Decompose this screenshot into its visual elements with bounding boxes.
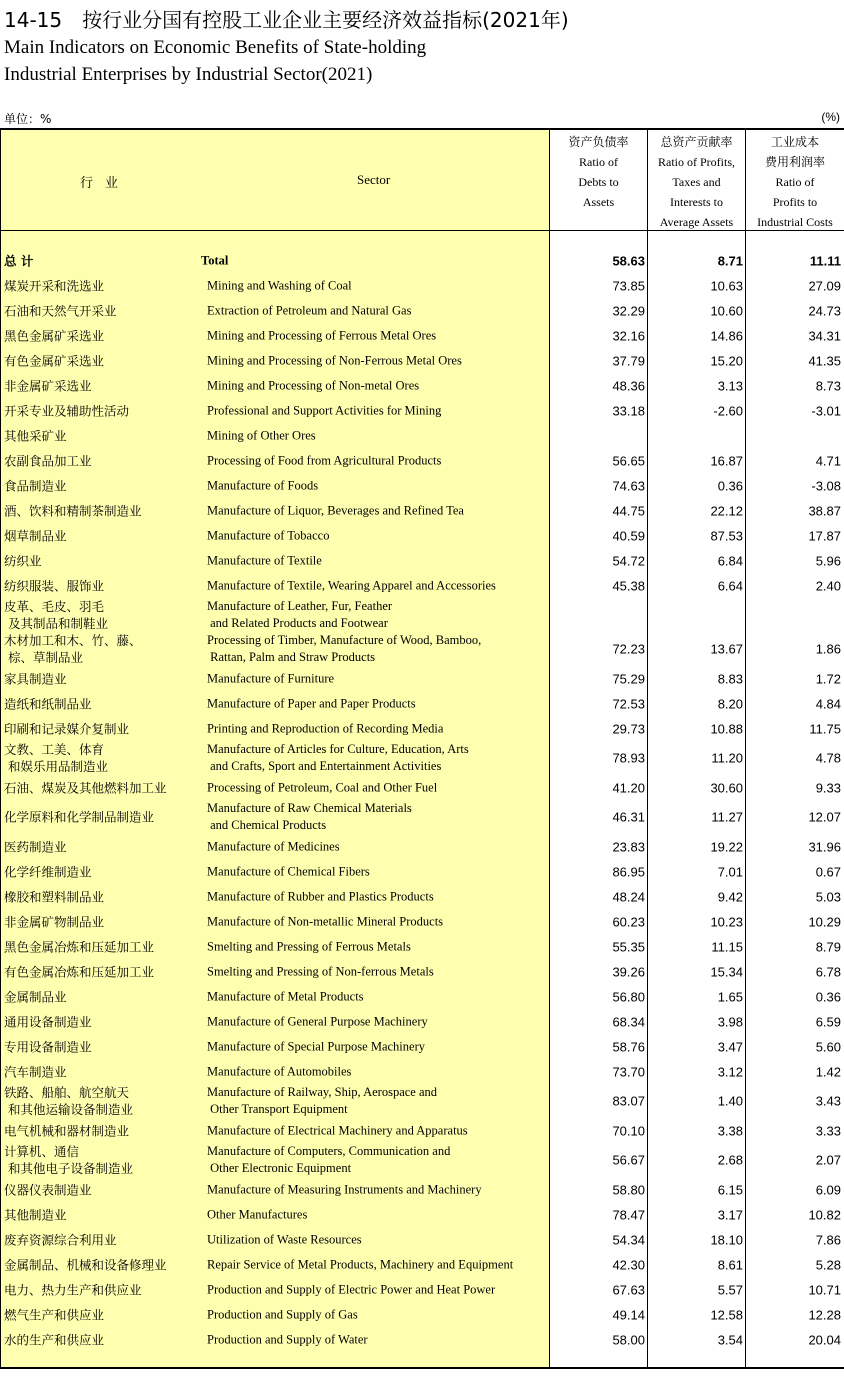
cost-profit-ratio-value: 6.78 (815, 964, 841, 979)
assets-contribution-value: 1.40 (717, 1093, 743, 1109)
sector-name-cn: 燃气生产和供应业 (4, 1307, 105, 1322)
sector-name-cn: 化学原料和化学制品制造业 (4, 809, 155, 825)
sector-name-en: Manufacture of Textile, Wearing Apparel and Accessories (207, 578, 496, 592)
debt-ratio-value: 58.80 (612, 1182, 645, 1197)
sector-name-cn: 煤炭开采和洗选业 (4, 278, 105, 293)
sector-name-cn: 非金属矿采选业 (4, 378, 92, 393)
sector-name-cn: 开采专业及辅助性活动 (4, 403, 130, 418)
assets-contribution-value: -2.60 (713, 403, 743, 418)
table-row-total (0, 248, 844, 273)
sector-name-cn: 金属制品业 (4, 989, 67, 1004)
header-line: Industrial Costs (757, 215, 833, 229)
cost-profit-ratio-value: 11.11 (809, 253, 841, 268)
table-row (0, 523, 844, 548)
assets-contribution-value: 12.58 (710, 1307, 743, 1322)
sector-name-en: Manufacture of Special Purpose Machinery (207, 1039, 425, 1053)
debt-ratio-value: 41.20 (612, 780, 645, 795)
sector-name-cn: 纺织服装、服饰业 (4, 578, 105, 593)
cost-profit-ratio-value: 2.40 (815, 578, 841, 593)
assets-contribution-value: 9.42 (717, 889, 743, 904)
sector-name-en: Extraction of Petroleum and Natural Gas (207, 303, 412, 317)
sector-name-cn: 家具制造业 (4, 671, 67, 686)
sector-name-cn: 烟草制品业 (4, 528, 67, 543)
sector-name-cn: 酒、饮料和精制茶制造业 (4, 503, 142, 518)
sector-name-en: Processing of Petroleum, Coal and Other Fuel (207, 780, 438, 794)
table-row (0, 1009, 844, 1034)
sector-name-en: Other Manufactures (207, 1207, 308, 1221)
table-title-en-line2: Industrial Enterprises by Industrial Sector(2021) (4, 64, 373, 85)
sector-name-cn: 总 计 (4, 253, 34, 268)
sector-name-cn: 有色金属冶炼和压延加工业 (4, 964, 155, 979)
table-row (0, 800, 844, 834)
sector-name-en: Manufacture of Rubber and Plastics Products (207, 889, 434, 903)
assets-contribution-value: 3.98 (717, 1014, 743, 1029)
table-row (0, 273, 844, 298)
header-assets-contribution (648, 132, 745, 232)
sector-name-en: Production and Supply of Electric Power and Heat Power (207, 1282, 496, 1296)
sector-name-en: Manufacture of Textile (207, 553, 322, 567)
assets-contribution-value: 3.12 (717, 1064, 743, 1079)
debt-ratio-value: 32.16 (612, 328, 645, 343)
sector-name-en: Mining and Processing of Ferrous Metal Ores (207, 328, 437, 342)
header-line: Ratio of Profits, (658, 155, 735, 169)
table-row (0, 1252, 844, 1277)
sector-name-en: Manufacture of Railway, Ship, Aerospace and Other Transport Equipment (207, 1085, 438, 1116)
header-line: Average Assets (659, 215, 734, 229)
debt-ratio-value: 56.65 (612, 453, 645, 468)
debt-ratio-value: 58.63 (612, 253, 645, 268)
sector-name-cn: 木材加工和木、竹、藤、 棕、草制品业 (4, 633, 142, 665)
cost-profit-ratio-value: 17.87 (808, 528, 841, 543)
table-row (0, 1143, 844, 1177)
sector-name-en: Manufacture of Liquor, Beverages and Refined Tea (207, 503, 464, 517)
table-row (0, 573, 844, 598)
header-line: Ratio of (579, 155, 618, 169)
table-bottom-rule (0, 1367, 844, 1369)
table-row (0, 1059, 844, 1084)
assets-contribution-value: 3.17 (717, 1207, 743, 1222)
sector-name-en: Utilization of Waste Resources (207, 1232, 362, 1246)
table-row (0, 1227, 844, 1252)
table-top-rule (0, 128, 844, 130)
cost-profit-ratio-value: -3.01 (811, 403, 841, 418)
assets-contribution-value: 11.20 (711, 750, 743, 766)
assets-contribution-value: 3.47 (717, 1039, 743, 1054)
debt-ratio-value: 32.29 (612, 303, 645, 318)
table-row (0, 423, 844, 448)
debt-ratio-value: 54.34 (612, 1232, 645, 1247)
assets-contribution-value: 7.01 (717, 864, 743, 879)
assets-contribution-value: 10.60 (710, 303, 743, 318)
cost-profit-ratio-value: 0.67 (815, 864, 841, 879)
sector-name-en: Manufacture of Tobacco (207, 528, 330, 542)
cost-profit-ratio-value: 8.79 (815, 939, 841, 954)
cost-profit-ratio-value: 7.86 (815, 1232, 841, 1247)
debt-ratio-value: 44.75 (612, 503, 645, 518)
cost-profit-ratio-value: 5.28 (815, 1257, 841, 1272)
sector-name-cn: 专用设备制造业 (4, 1039, 92, 1054)
table-title-cn: 14-15 按行业分国有控股工业企业主要经济效益指标(2021年) (4, 8, 569, 32)
debt-ratio-value: 56.67 (612, 1152, 645, 1168)
table-row (0, 348, 844, 373)
header-line: Profits to (772, 195, 818, 209)
sector-name-en: Production and Supply of Gas (207, 1307, 358, 1321)
assets-contribution-value: 5.57 (717, 1282, 743, 1297)
sector-name-en: Processing of Timber, Manufacture of Wood, Bamboo, Rattan, Palm and Straw Products (207, 633, 482, 664)
debt-ratio-value: 70.10 (612, 1123, 645, 1138)
sector-name-en: Manufacture of General Purpose Machinery (207, 1014, 428, 1028)
sector-name-en: Manufacture of Chemical Fibers (207, 864, 370, 878)
sector-name-cn: 化学纤维制造业 (4, 864, 92, 879)
table-row (0, 632, 844, 666)
sector-name-cn: 其他采矿业 (4, 428, 67, 443)
debt-ratio-value: 48.24 (612, 889, 645, 904)
assets-contribution-value: 3.38 (717, 1123, 743, 1138)
debt-ratio-value: 58.76 (612, 1039, 645, 1054)
debt-ratio-value: 42.30 (612, 1257, 645, 1272)
assets-contribution-value: 22.12 (710, 503, 743, 518)
assets-contribution-value: 8.83 (717, 671, 743, 686)
header-line: Assets (582, 195, 615, 209)
sector-name-cn: 有色金属矿采选业 (4, 353, 105, 368)
sector-name-cn: 橡胶和塑料制品业 (4, 889, 105, 904)
assets-contribution-value: 11.27 (711, 809, 743, 825)
assets-contribution-value: 87.53 (710, 528, 743, 543)
table-row (0, 373, 844, 398)
assets-contribution-value: 18.10 (710, 1232, 743, 1247)
cost-profit-ratio-value: 31.96 (808, 839, 841, 854)
cost-profit-ratio-value: 9.33 (815, 780, 841, 795)
header-line: 资产负债率 (568, 135, 629, 149)
sector-name-cn: 文教、工美、体育 和娱乐用品制造业 (4, 742, 108, 774)
sector-name-cn: 印刷和记录媒介复制业 (4, 721, 130, 736)
debt-ratio-value: 60.23 (612, 914, 645, 929)
sector-name-cn: 造纸和纸制品业 (4, 696, 92, 711)
sector-name-en: Manufacture of Electrical Machinery and Apparatus (207, 1123, 468, 1137)
assets-contribution-value: 10.23 (710, 914, 743, 929)
table-row (0, 473, 844, 498)
cost-profit-ratio-value: 6.09 (815, 1182, 841, 1197)
assets-contribution-value: 3.54 (717, 1332, 743, 1347)
sector-name-en: Manufacture of Automobiles (207, 1064, 352, 1078)
assets-contribution-value: 3.13 (717, 378, 743, 393)
assets-contribution-value: 6.64 (717, 578, 743, 593)
debt-ratio-value: 54.72 (612, 553, 645, 568)
cost-profit-ratio-value: 41.35 (808, 353, 841, 368)
sector-name-en: Printing and Reproduction of Recording Media (207, 721, 444, 735)
debt-ratio-value: 56.80 (612, 989, 645, 1004)
sector-name-en: Manufacture of Computers, Communication and Other Electronic Equipment (207, 1144, 451, 1175)
debt-ratio-value: 72.23 (612, 641, 645, 657)
sector-name-en: Manufacture of Metal Products (207, 989, 364, 1003)
sector-name-cn: 医药制造业 (4, 839, 67, 854)
debt-ratio-value: 75.29 (612, 671, 645, 686)
cost-profit-ratio-value: 12.07 (808, 809, 841, 825)
table-row (0, 548, 844, 573)
assets-contribution-value: 10.63 (710, 278, 743, 293)
sector-name-cn: 铁路、船舶、航空航天 和其他运输设备制造业 (4, 1085, 133, 1117)
table-row (0, 1277, 844, 1302)
debt-ratio-value: 33.18 (612, 403, 645, 418)
sector-name-en: Mining of Other Ores (207, 428, 316, 442)
sector-name-en: Production and Supply of Water (207, 1332, 368, 1346)
cost-profit-ratio-value: 1.42 (815, 1064, 841, 1079)
sector-name-cn: 废弃资源综合利用业 (4, 1232, 117, 1247)
sector-name-en: Manufacture of Measuring Instruments and Machinery (207, 1182, 482, 1196)
sector-name-cn: 电力、热力生产和供应业 (4, 1282, 142, 1297)
header-line: Ratio of (775, 175, 815, 189)
header-line: 工业成本 (770, 135, 819, 149)
debt-ratio-value: 29.73 (612, 721, 645, 736)
cost-profit-ratio-value: 5.96 (815, 553, 841, 568)
cost-profit-ratio-value: 10.82 (808, 1207, 841, 1222)
assets-contribution-value: 13.67 (710, 641, 743, 657)
sector-name-en: Manufacture of Furniture (207, 671, 335, 685)
table-row (0, 909, 844, 934)
cost-profit-ratio-value: 10.71 (808, 1282, 841, 1297)
debt-ratio-value: 73.85 (612, 278, 645, 293)
sector-name-cn: 石油、煤炭及其他燃料加工业 (4, 780, 167, 795)
sector-name-cn: 电气机械和器材制造业 (4, 1123, 130, 1138)
table-row (0, 1177, 844, 1202)
cost-profit-ratio-value: -3.08 (811, 478, 841, 493)
sector-name-en: Manufacture of Non-metallic Mineral Products (207, 914, 444, 928)
header-cost-profit-ratio (746, 132, 844, 232)
table-row (0, 498, 844, 523)
cost-profit-ratio-value: 0.36 (815, 989, 841, 1004)
debt-ratio-value: 37.79 (612, 353, 645, 368)
cost-profit-ratio-value: 3.33 (815, 1123, 841, 1138)
cost-profit-ratio-value: 10.29 (808, 914, 841, 929)
table-row (0, 716, 844, 741)
table-row (0, 666, 844, 691)
sector-name-cn: 农副食品加工业 (4, 453, 92, 468)
assets-contribution-value: 2.68 (717, 1152, 743, 1168)
debt-ratio-value: 45.38 (612, 578, 645, 593)
assets-contribution-value: 6.84 (717, 553, 743, 568)
header-line: Debts to (578, 175, 619, 189)
cost-profit-ratio-value: 20.04 (808, 1332, 841, 1347)
assets-contribution-value: 15.34 (710, 964, 743, 979)
assets-contribution-value: 14.86 (710, 328, 743, 343)
sector-name-en: Smelting and Pressing of Ferrous Metals (207, 939, 411, 953)
table-row (0, 984, 844, 1009)
sector-name-cn: 汽车制造业 (4, 1064, 67, 1079)
assets-contribution-value: 8.61 (717, 1257, 743, 1272)
sector-name-cn: 石油和天然气开采业 (4, 303, 117, 318)
sector-name-cn: 皮革、毛皮、羽毛 及其制品和制鞋业 (4, 599, 108, 631)
header-line: Interests to (670, 195, 723, 209)
table-row (0, 884, 844, 909)
header-sector-en: Sector (357, 172, 391, 187)
cost-profit-ratio-value: 34.31 (808, 328, 841, 343)
assets-contribution-value: 1.65 (717, 989, 743, 1004)
sector-name-cn: 计算机、通信 和其他电子设备制造业 (4, 1144, 133, 1176)
unit-label: 单位：% (4, 112, 52, 126)
sector-name-cn: 黑色金属矿采选业 (4, 328, 105, 343)
sector-name-cn: 仪器仪表制造业 (4, 1182, 92, 1197)
table-row (0, 1327, 844, 1352)
sector-name-cn: 其他制造业 (4, 1207, 67, 1222)
debt-ratio-value: 68.34 (612, 1014, 645, 1029)
debt-ratio-value: 78.47 (612, 1207, 645, 1222)
debt-ratio-value: 46.31 (612, 809, 645, 825)
assets-contribution-value: 8.71 (717, 253, 743, 268)
debt-ratio-value: 74.63 (612, 478, 645, 493)
table-row (0, 448, 844, 473)
debt-ratio-value: 39.26 (612, 964, 645, 979)
assets-contribution-value: 11.15 (711, 939, 743, 954)
table-row (0, 959, 844, 984)
table-row (0, 834, 844, 859)
unit-label-en: (%) (821, 110, 840, 124)
assets-contribution-value: 16.87 (710, 453, 743, 468)
debt-ratio-value: 55.35 (612, 939, 645, 954)
cost-profit-ratio-value: 8.73 (815, 378, 841, 393)
debt-ratio-value: 72.53 (612, 696, 645, 711)
debt-ratio-value: 48.36 (612, 378, 645, 393)
header-debt-ratio (550, 132, 647, 212)
cost-profit-ratio-value: 4.71 (815, 453, 841, 468)
debt-ratio-value: 73.70 (612, 1064, 645, 1079)
table-row (0, 1302, 844, 1327)
sector-name-en: Manufacture of Medicines (207, 839, 340, 853)
sector-name-en: Manufacture of Leather, Fur, Feather and Related Products and Footwear (207, 599, 393, 630)
table-row (0, 1118, 844, 1143)
table-row (0, 323, 844, 348)
cost-profit-ratio-value: 38.87 (808, 503, 841, 518)
sector-name-en: Repair Service of Metal Products, Machinery and Equipment (207, 1257, 514, 1271)
cost-profit-ratio-value: 5.60 (815, 1039, 841, 1054)
assets-contribution-value: 6.15 (717, 1182, 743, 1197)
table-row (0, 1084, 844, 1118)
table-row (0, 741, 844, 775)
sector-name-en: Mining and Processing of Non-metal Ores (207, 378, 420, 392)
sector-name-en: Manufacture of Foods (207, 478, 319, 492)
sector-name-en: Mining and Processing of Non-Ferrous Metal Ores (207, 353, 462, 367)
header-line: 总资产贡献率 (660, 135, 733, 149)
sector-name-en: Total (201, 253, 229, 267)
sector-name-cn: 食品制造业 (4, 478, 67, 493)
assets-contribution-value: 0.36 (717, 478, 743, 493)
debt-ratio-value: 23.83 (612, 839, 645, 854)
debt-ratio-value: 83.07 (612, 1093, 645, 1109)
debt-ratio-value: 67.63 (612, 1282, 645, 1297)
cost-profit-ratio-value: 2.07 (815, 1152, 841, 1168)
cost-profit-ratio-value: 1.72 (815, 671, 841, 686)
assets-contribution-value: 10.88 (710, 721, 743, 736)
debt-ratio-value: 49.14 (612, 1307, 645, 1322)
table-row (0, 1202, 844, 1227)
cost-profit-ratio-value: 6.59 (815, 1014, 841, 1029)
header-line: Taxes and (672, 175, 721, 189)
table-row (0, 1034, 844, 1059)
cost-profit-ratio-value: 1.86 (815, 641, 841, 657)
sector-name-cn: 纺织业 (4, 553, 42, 568)
table-row (0, 398, 844, 423)
table-row (0, 298, 844, 323)
sector-name-cn: 黑色金属冶炼和压延加工业 (4, 939, 155, 954)
sector-name-en: Mining and Washing of Coal (207, 278, 352, 292)
assets-contribution-value: 15.20 (710, 353, 743, 368)
debt-ratio-value: 86.95 (612, 864, 645, 879)
sector-name-en: Manufacture of Articles for Culture, Education, Arts and Crafts, Sport and Entertainment Activities (207, 742, 469, 773)
table-row (0, 859, 844, 884)
cost-profit-ratio-value: 3.43 (815, 1093, 841, 1109)
assets-contribution-value: 8.20 (717, 696, 743, 711)
sector-name-cn: 通用设备制造业 (4, 1014, 92, 1029)
table-row (0, 934, 844, 959)
sector-name-cn: 金属制品、机械和设备修理业 (4, 1257, 167, 1272)
assets-contribution-value: 19.22 (710, 839, 743, 854)
debt-ratio-value: 58.00 (612, 1332, 645, 1347)
cost-profit-ratio-value: 4.78 (815, 750, 841, 766)
table-row (0, 598, 844, 632)
table-row (0, 775, 844, 800)
sector-name-en: Processing of Food from Agricultural Products (207, 453, 442, 467)
table-row (0, 691, 844, 716)
sector-name-en: Manufacture of Raw Chemical Materials and Chemical Products (207, 801, 412, 832)
cost-profit-ratio-value: 12.28 (808, 1307, 841, 1322)
header-line: 费用利润率 (764, 155, 825, 169)
cost-profit-ratio-value: 11.75 (809, 721, 841, 736)
sector-name-en: Smelting and Pressing of Non-ferrous Metals (207, 964, 434, 978)
debt-ratio-value: 78.93 (612, 750, 645, 766)
sector-name-cn: 非金属矿物制品业 (4, 914, 105, 929)
cost-profit-ratio-value: 5.03 (815, 889, 841, 904)
sector-name-en: Professional and Support Activities for Mining (207, 403, 442, 417)
table-title-en-line1: Main Indicators on Economic Benefits of State-holding (4, 37, 427, 58)
assets-contribution-value: 30.60 (710, 780, 743, 795)
header-sector-cn: 行业 (80, 176, 131, 191)
sector-name-cn: 水的生产和供应业 (4, 1332, 105, 1347)
cost-profit-ratio-value: 27.09 (808, 278, 841, 293)
cost-profit-ratio-value: 4.84 (815, 696, 841, 711)
sector-name-en: Manufacture of Paper and Paper Products (207, 696, 416, 710)
cost-profit-ratio-value: 24.73 (808, 303, 841, 318)
debt-ratio-value: 40.59 (612, 528, 645, 543)
